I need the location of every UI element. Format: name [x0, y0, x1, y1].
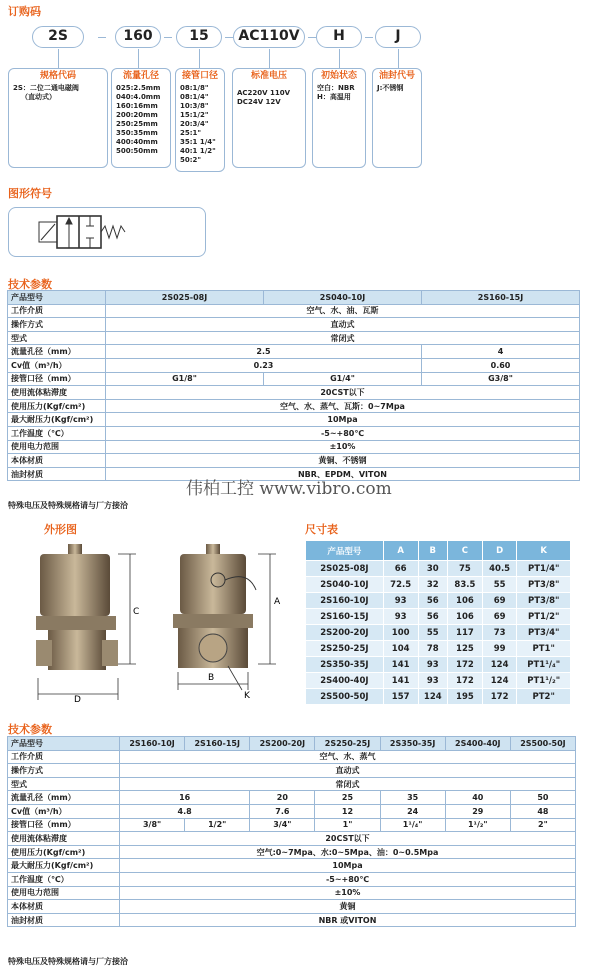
- row-value: 0.60: [422, 358, 580, 372]
- connector: [138, 49, 139, 68]
- dims-cell: 32: [418, 577, 448, 593]
- card-line: 025:2.5mm: [116, 84, 161, 92]
- row-label: 工作介质: [8, 304, 106, 318]
- row-value: 黄铜、不锈钢: [106, 454, 580, 468]
- dims-row: [306, 577, 571, 593]
- card-heading: 规格代码: [39, 71, 76, 81]
- dims-cell: 2S040-10J: [306, 577, 384, 593]
- row-value: 0.23: [106, 358, 422, 372]
- dims-cell: 56: [418, 609, 448, 625]
- row-label: 接管口径（mm）: [8, 372, 106, 386]
- dims-cell: 157: [383, 689, 418, 705]
- dims-cell: 100: [383, 625, 418, 641]
- table-row: [8, 913, 576, 927]
- row-label: 使用电力范围: [8, 440, 106, 454]
- table-row: [8, 386, 580, 400]
- card-line: 250:25mm: [116, 120, 158, 128]
- table-row: [8, 331, 580, 345]
- card-voltage: [232, 68, 306, 168]
- card-line: H：高温用: [317, 93, 351, 101]
- card-heading: 油封代号: [378, 71, 415, 81]
- tech2-table: [7, 736, 576, 927]
- dims-cell: 93: [418, 673, 448, 689]
- card-line: AC220V 110V: [237, 89, 291, 97]
- code-pill-port: 15: [176, 26, 222, 48]
- dims-cell: 106: [448, 609, 483, 625]
- dims-row: [306, 689, 571, 705]
- table-row: [8, 358, 580, 372]
- row-label: 使用电力范围: [8, 886, 120, 900]
- row-value: 1": [315, 818, 380, 832]
- card-heading: 初始状态: [320, 71, 357, 81]
- header-model: 2S400-40J: [445, 737, 510, 751]
- dims-cell: 30: [418, 561, 448, 577]
- dims-cell: 99: [482, 641, 517, 657]
- row-value: 1/2": [185, 818, 250, 832]
- table-row: [8, 886, 576, 900]
- dims-cell: 2S400-40J: [306, 673, 384, 689]
- card-line: 50:2": [180, 156, 202, 164]
- table-row: [8, 832, 576, 846]
- dims-cell: 93: [383, 609, 418, 625]
- dims-cell: 55: [482, 577, 517, 593]
- row-value: 20CST以下: [120, 832, 576, 846]
- valve-symbol-box: [8, 207, 206, 257]
- dims-cell: 72.5: [383, 577, 418, 593]
- card-heading: 流量孔径: [122, 71, 159, 81]
- table-row: [8, 804, 576, 818]
- card-line: DC24V 12V: [237, 98, 281, 106]
- row-value: 24: [380, 804, 445, 818]
- dash: [308, 37, 316, 38]
- table-row: [8, 318, 580, 332]
- dims-row: [306, 593, 571, 609]
- row-value: 40: [445, 791, 510, 805]
- row-label: 使用流体粘滞度: [8, 386, 106, 400]
- dims-header-cell: 产品型号: [306, 541, 384, 561]
- row-label: 使用压力(Kgf/cm²): [8, 845, 120, 859]
- dims-cell: 83.5: [448, 577, 483, 593]
- connector: [398, 49, 399, 68]
- card-line: 08:1/8": [180, 84, 209, 92]
- row-value: 16: [120, 791, 250, 805]
- dims-cell: PT1": [517, 641, 571, 657]
- row-value: 20: [250, 791, 315, 805]
- row-value: -5~+80℃: [120, 872, 576, 886]
- row-value: 29: [445, 804, 510, 818]
- header-model: 2S200-20J: [250, 737, 315, 751]
- dims-cell: 172: [482, 689, 517, 705]
- dims-cell: 2S250-25J: [306, 641, 384, 657]
- dims-row: [306, 657, 571, 673]
- row-value: 48: [510, 804, 575, 818]
- dims-cell: 124: [482, 673, 517, 689]
- card-line: 40:1 1/2": [180, 147, 216, 155]
- dims-cell: PT1/4": [517, 561, 571, 577]
- row-value: 12: [315, 804, 380, 818]
- row-value: G3/8": [422, 372, 580, 386]
- dim-label-k: K: [244, 691, 250, 701]
- outline-drawing: [8, 540, 300, 710]
- header-model: 2S160-15J: [422, 291, 580, 305]
- dims-row: [306, 625, 571, 641]
- row-value: 1¹/₂": [445, 818, 510, 832]
- dim-label-c: C: [133, 607, 140, 617]
- dims-cell: 2S160-10J: [306, 593, 384, 609]
- symbol-title: 图形符号: [8, 187, 52, 200]
- row-value: 空气、水、油、瓦斯: [106, 304, 580, 318]
- row-label: 本体材质: [8, 900, 120, 914]
- row-value: 1¹/₄": [380, 818, 445, 832]
- watermark: 伟柏工控 www.vibro.com: [186, 479, 392, 499]
- dims-cell: PT1¹/₂": [517, 673, 571, 689]
- dims-row: [306, 641, 571, 657]
- table-row: [8, 845, 576, 859]
- row-value: NBR 或VITON: [120, 913, 576, 927]
- dims-row: [306, 561, 571, 577]
- row-value: 7.6: [250, 804, 315, 818]
- card-line: 2S：二位二通电磁阀: [13, 84, 79, 92]
- row-value: 35: [380, 791, 445, 805]
- dims-row: [306, 673, 571, 689]
- row-label: 接管口径（mm）: [8, 818, 120, 832]
- row-label: 流量孔径（mm）: [8, 791, 120, 805]
- dims-header-cell: K: [517, 541, 571, 561]
- row-value: 直动式: [120, 764, 576, 778]
- table-row: [8, 791, 576, 805]
- row-label: 流量孔径（mm）: [8, 345, 106, 359]
- table-row: [8, 372, 580, 386]
- table-row: [8, 818, 576, 832]
- card-line: J:不锈钢: [377, 84, 404, 92]
- row-value: -5~+80℃: [106, 426, 580, 440]
- connector: [58, 49, 59, 68]
- dims-header-cell: C: [448, 541, 483, 561]
- dim-label-d: D: [74, 695, 81, 705]
- table-row: [8, 777, 576, 791]
- connector: [339, 49, 340, 68]
- dims-cell: 141: [383, 657, 418, 673]
- dims-cell: 75: [448, 561, 483, 577]
- dims-cell: 117: [448, 625, 483, 641]
- table-row: [8, 413, 580, 427]
- row-label: 操作方式: [8, 318, 106, 332]
- table-row: [8, 900, 576, 914]
- dims-cell: 78: [418, 641, 448, 657]
- card-line: 08:1/4": [180, 93, 209, 101]
- table-header-row: [8, 737, 576, 751]
- row-value: 常闭式: [120, 777, 576, 791]
- dims-cell: 104: [383, 641, 418, 657]
- dims-cell: 93: [383, 593, 418, 609]
- dims-cell: PT2": [517, 689, 571, 705]
- table-row: [8, 399, 580, 413]
- dims-cell: 69: [482, 609, 517, 625]
- card-line: （直动式）: [21, 93, 56, 101]
- card-line: 15:1/2": [180, 111, 209, 119]
- row-value: 10Mpa: [106, 413, 580, 427]
- row-value: 50: [510, 791, 575, 805]
- outline-title: 外形图: [44, 523, 77, 536]
- dims-cell: 2S500-50J: [306, 689, 384, 705]
- dims-cell: PT1/2": [517, 609, 571, 625]
- dims-cell: 40.5: [482, 561, 517, 577]
- card-line: 35:1 1/4": [180, 138, 216, 146]
- header-model: 2S160-10J: [120, 737, 185, 751]
- row-value: 常闭式: [106, 331, 580, 345]
- dims-cell: 106: [448, 593, 483, 609]
- dash: [365, 37, 373, 38]
- card-spec: [8, 68, 108, 168]
- row-value: 25: [315, 791, 380, 805]
- dims-row: [306, 609, 571, 625]
- row-value: 直动式: [106, 318, 580, 332]
- dims-cell: 124: [482, 657, 517, 673]
- code-pill-spec: 2S: [32, 26, 84, 48]
- dims-header-row: [306, 541, 571, 561]
- tech1-table: [7, 290, 580, 481]
- row-value: 黄铜: [120, 900, 576, 914]
- dims-cell: 93: [418, 657, 448, 673]
- row-value: 3/8": [120, 818, 185, 832]
- row-label: 使用压力(Kgf/cm²): [8, 399, 106, 413]
- row-value: 10Mpa: [120, 859, 576, 873]
- code-pill-state: H: [316, 26, 362, 48]
- valve-symbol-icon: [9, 208, 205, 256]
- dims-cell: 2S200-20J: [306, 625, 384, 641]
- row-value: 2": [510, 818, 575, 832]
- row-label: Cv值（m³/h）: [8, 804, 120, 818]
- card-line: 10:3/8": [180, 102, 209, 110]
- table-row: [8, 872, 576, 886]
- row-label: 工作温度（℃）: [8, 872, 120, 886]
- dims-cell: 55: [418, 625, 448, 641]
- header-model: 2S025-08J: [106, 291, 264, 305]
- dash: [225, 37, 233, 38]
- row-value: 20CST以下: [106, 386, 580, 400]
- connector: [269, 49, 270, 68]
- dim-label-a: A: [274, 597, 281, 607]
- dims-cell: 172: [448, 673, 483, 689]
- row-value: ±10%: [106, 440, 580, 454]
- row-label: Cv值（m³/h）: [8, 358, 106, 372]
- card-state: [312, 68, 366, 168]
- row-value: 空气、水、蒸气、瓦斯：0~7Mpa: [106, 399, 580, 413]
- tech1-title: 技术参数: [8, 278, 52, 291]
- row-value: 4.8: [120, 804, 250, 818]
- dims-cell: 141: [383, 673, 418, 689]
- dash: [164, 37, 172, 38]
- card-seal: [372, 68, 422, 168]
- row-label: 本体材质: [8, 454, 106, 468]
- dims-cell: 125: [448, 641, 483, 657]
- card-port: [175, 68, 225, 172]
- row-label: 使用流体粘滞度: [8, 832, 120, 846]
- row-value: G1/4": [264, 372, 422, 386]
- order-code-title: 订购码: [8, 5, 41, 18]
- dims-cell: 2S025-08J: [306, 561, 384, 577]
- table-row: [8, 426, 580, 440]
- dims-cell: 2S350-35J: [306, 657, 384, 673]
- row-label: 最大耐压力(Kgf/cm²): [8, 413, 106, 427]
- card-line: 160:16mm: [116, 102, 158, 110]
- card-line: 500:50mm: [116, 147, 158, 155]
- connector: [199, 49, 200, 68]
- tech2-note: 特殊电压及特殊规格请与厂方接洽: [8, 957, 128, 966]
- dims-header-cell: B: [418, 541, 448, 561]
- card-heading: 标准电压: [250, 71, 287, 81]
- dims-header-cell: A: [383, 541, 418, 561]
- dims-header-cell: D: [482, 541, 517, 561]
- row-value: NBR、EPDM、VITON: [106, 467, 580, 481]
- table-row: [8, 764, 576, 778]
- row-label: 油封材质: [8, 467, 106, 481]
- row-label: 型式: [8, 331, 106, 345]
- header-label: 产品型号: [8, 291, 106, 305]
- header-model: 2S040-10J: [264, 291, 422, 305]
- row-value: 3/4": [250, 818, 315, 832]
- table-row: [8, 345, 580, 359]
- row-label: 油封材质: [8, 913, 120, 927]
- header-label: 产品型号: [8, 737, 120, 751]
- header-model: 2S350-35J: [380, 737, 445, 751]
- header-model: 2S500-50J: [510, 737, 575, 751]
- row-value: G1/8": [106, 372, 264, 386]
- dims-cell: 69: [482, 593, 517, 609]
- card-line: 25:1": [180, 129, 202, 137]
- dims-table: [305, 540, 571, 705]
- table-row: [8, 454, 580, 468]
- valve-outline-icon: [8, 540, 300, 710]
- dims-cell: 195: [448, 689, 483, 705]
- card-orifice: [111, 68, 171, 168]
- card-heading: 接管口径: [181, 71, 218, 81]
- header-model: 2S250-25J: [315, 737, 380, 751]
- row-label: 型式: [8, 777, 120, 791]
- table-row: [8, 440, 580, 454]
- code-pill-seal: J: [375, 26, 421, 48]
- card-line: 20:3/4": [180, 120, 209, 128]
- row-label: 工作温度（℃）: [8, 426, 106, 440]
- row-label: 操作方式: [8, 764, 120, 778]
- dims-title: 尺寸表: [305, 523, 338, 536]
- row-value: 空气、水、蒸气: [120, 750, 576, 764]
- card-line: 空白：NBR: [317, 84, 355, 92]
- dims-cell: PT3/4": [517, 625, 571, 641]
- dim-label-b: B: [208, 673, 215, 683]
- dims-cell: 124: [418, 689, 448, 705]
- dims-cell: 172: [448, 657, 483, 673]
- tech2-title: 技术参数: [8, 723, 52, 736]
- table-header-row: [8, 291, 580, 305]
- dims-cell: 2S160-15J: [306, 609, 384, 625]
- dims-cell: 56: [418, 593, 448, 609]
- card-line: 040:4.0mm: [116, 93, 161, 101]
- table-row: [8, 304, 580, 318]
- dims-cell: 73: [482, 625, 517, 641]
- row-value: 2.5: [106, 345, 422, 359]
- code-pill-orifice: 160: [115, 26, 161, 48]
- row-label: 工作介质: [8, 750, 120, 764]
- header-model: 2S160-15J: [185, 737, 250, 751]
- dims-cell: 66: [383, 561, 418, 577]
- table-row: [8, 859, 576, 873]
- row-label: 最大耐压力(Kgf/cm²): [8, 859, 120, 873]
- card-line: 350:35mm: [116, 129, 158, 137]
- row-value: 4: [422, 345, 580, 359]
- card-line: 200:20mm: [116, 111, 158, 119]
- table-row: [8, 750, 576, 764]
- dims-cell: PT3/8": [517, 577, 571, 593]
- row-value: ±10%: [120, 886, 576, 900]
- tech1-note: 特殊电压及特殊规格请与厂方接洽: [8, 501, 128, 510]
- row-value: 空气:0~7Mpa、水:0~5Mpa、油：0~0.5Mpa: [120, 845, 576, 859]
- dims-cell: PT1¹/₄": [517, 657, 571, 673]
- dash: [98, 37, 106, 38]
- code-pill-voltage: AC110V: [233, 26, 305, 48]
- dims-cell: PT3/8": [517, 593, 571, 609]
- card-line: 400:40mm: [116, 138, 158, 146]
